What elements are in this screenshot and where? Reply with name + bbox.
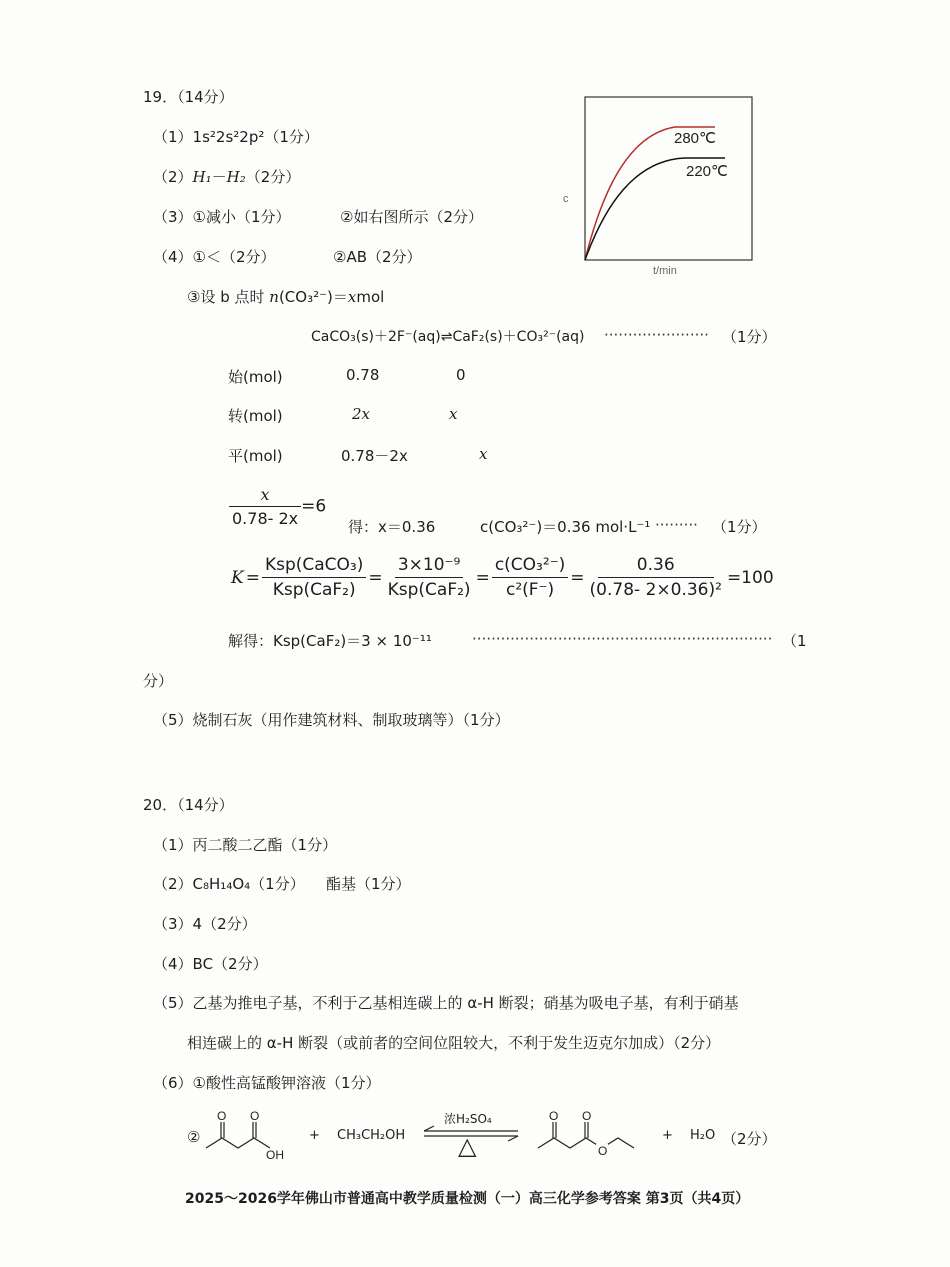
k-term1-den: Ksp(CaF₂) [272,580,356,600]
plus-sign-1: + [309,1128,320,1143]
solve-fraction [229,485,326,528]
k-term4-den: (0.78- 2×0.36)² [589,580,722,600]
q19-part4a: （4）①＜（2分） [153,248,276,266]
k-term2-den: Ksp(CaF₂) [387,580,471,600]
q20-header: 20．（14分） [143,796,234,814]
q19-part4c-prefix: ③设 b 点时 [187,288,270,306]
q19-header: 19．（14分） [143,88,234,106]
solve-fraction-eq: =6 [301,496,327,517]
graph-label-220c: 220℃ [686,163,728,180]
q20-part1: （1）丙二酸二乙酯（1分） [153,836,338,854]
page-footer: 2025～2026学年佛山市普通高中教学质量检测（一）高三化学参考答案 第3页（共4页） [185,1191,750,1207]
q19-part4b: ②AB（2分） [333,248,422,266]
k-term2-num: 3×10⁻⁹ [395,555,463,578]
reaction-equation: CaCO₃(s)＋2F⁻(aq)⇌CaF₂(s)＋CO₃²⁻(aq) [311,329,585,345]
concentration-time-graph [555,90,760,280]
k-result: =100 [726,567,774,588]
reaction-score: （1分） [722,328,777,346]
k-lhs: K [231,567,244,588]
table-row-equilibrium-c2: x [479,445,488,463]
k-expression: K = $\frac{\text{Ksp(CaCO₃)}}{\text{Ksp(CaF₂)}}$ = $\frac{\text{3×10⁻⁹}}{\text{Ksp(CaF₂)}}$ = $\frac{\text{c(CO₃²⁻)}}{\text{c²(F⁻)}}$ = $\frac{0.36}{\text{(0.78- 2×0.36)²}}$ =100 [231,555,774,600]
q19-part2-score: （2分） [245,168,301,186]
solve-result: 得：x＝0.36 [348,518,436,536]
ester-carbonyl-o2: O [582,1109,592,1123]
k-term3-num: c(CO₃²⁻) [492,555,568,578]
q20-part6b-score: （2分） [722,1130,777,1148]
table-row-change-c1: 2x [352,405,371,423]
ethyl-acetoacetate-structure [532,1108,652,1164]
k-term4-num: 0.36 [598,555,714,578]
k-term3-den: c²(F⁻) [505,580,555,600]
ksp-line: 解得：Ksp(CaF₂)＝3 × 10⁻¹¹ [228,632,432,650]
solve-fraction-num: x [229,485,301,507]
k-term1-num: Ksp(CaCO₃) [262,555,366,578]
q19-part5: （5）烧制石灰（用作建筑材料、制取玻璃等）（1分） [153,711,510,729]
q19-part3a: （3）①减小（1分） [153,208,291,226]
table-row-change-c2: x [449,405,458,423]
acetoacetic-acid-structure [200,1108,300,1164]
ksp-dots: ······························································· [472,630,773,648]
q19-part2-prefix: （2） [153,168,193,186]
table-row-initial-label: 始(mol) [228,368,283,386]
ester-carbonyl-o1: O [549,1109,559,1123]
ksp-score-b: 分） [143,672,174,690]
q20-part3: （3）4（2分） [153,915,257,933]
q19-part4c-mid: (CO₃²⁻)＝ [278,288,348,306]
ethanol-formula: CH₃CH₂OH [337,1128,406,1143]
acid-hydroxyl: OH [266,1148,284,1162]
solve-concentration: c(CO₃²⁻)＝0.36 mol·L⁻¹ [480,518,651,536]
q20-part5-line1: （5）乙基为推电子基，不利于乙基相连碳上的 α-H 断裂；硝基为吸电子基，有利于硝基 [153,994,739,1012]
q19-part3b: ②如右图所示（2分） [340,208,483,226]
q19-part4c-unit: mol [356,288,385,306]
solve-dots: ········· [655,516,698,534]
q19-part2-h1: H₁ [192,168,212,186]
q19-part2 [153,166,300,187]
q20-part2b: 酯基（1分） [326,875,411,893]
table-row-equilibrium-c1: 0.78－2x [341,447,408,465]
heat-symbol: △ [458,1132,477,1160]
q19-part2-h2: H₂ [226,168,246,186]
q19-part4c [187,286,384,307]
q19-part4c-n: n [269,288,279,306]
catalyst-label: 浓H₂SO₄ [444,1112,492,1126]
q20-part2a: （2）C₈H₁₄O₄（1分） [153,875,305,893]
q19-part2-minus: － [211,168,227,186]
ksp-score-a: （1 [782,632,807,650]
solve-score: （1分） [712,518,767,536]
water-formula: H₂O [690,1128,716,1143]
solve-fraction-den: 0.78- 2x [232,509,299,528]
table-row-equilibrium-label: 平(mol) [228,447,283,465]
acid-carbonyl-o2: O [250,1109,260,1123]
graph-axis-y-label: c [563,193,569,205]
q20-part6a: （6）①酸性高锰酸钾溶液（1分） [153,1074,381,1092]
q20-part4: （4）BC（2分） [153,955,268,973]
ester-oxygen: O [598,1144,608,1158]
q20-part5-line2: 相连碳上的 α-H 断裂（或前者的空间位阻较大，不利于发生迈克尔加成）（2分） [187,1034,721,1052]
graph-label-280c: 280℃ [674,130,716,147]
reaction-dots: ······················ [604,326,709,344]
table-row-initial-c2: 0 [456,366,466,384]
acid-carbonyl-o1: O [217,1109,227,1123]
q20-part6b-label: ② [187,1128,201,1146]
table-row-initial-c1: 0.78 [346,366,380,384]
q19-part4c-x: x [347,288,357,306]
table-row-change-label: 转(mol) [228,407,283,425]
q19-part1: （1）1s²2s²2p²（1分） [153,128,319,146]
plus-sign-2: + [662,1128,673,1143]
graph-axis-x-label: t/min [653,265,677,277]
